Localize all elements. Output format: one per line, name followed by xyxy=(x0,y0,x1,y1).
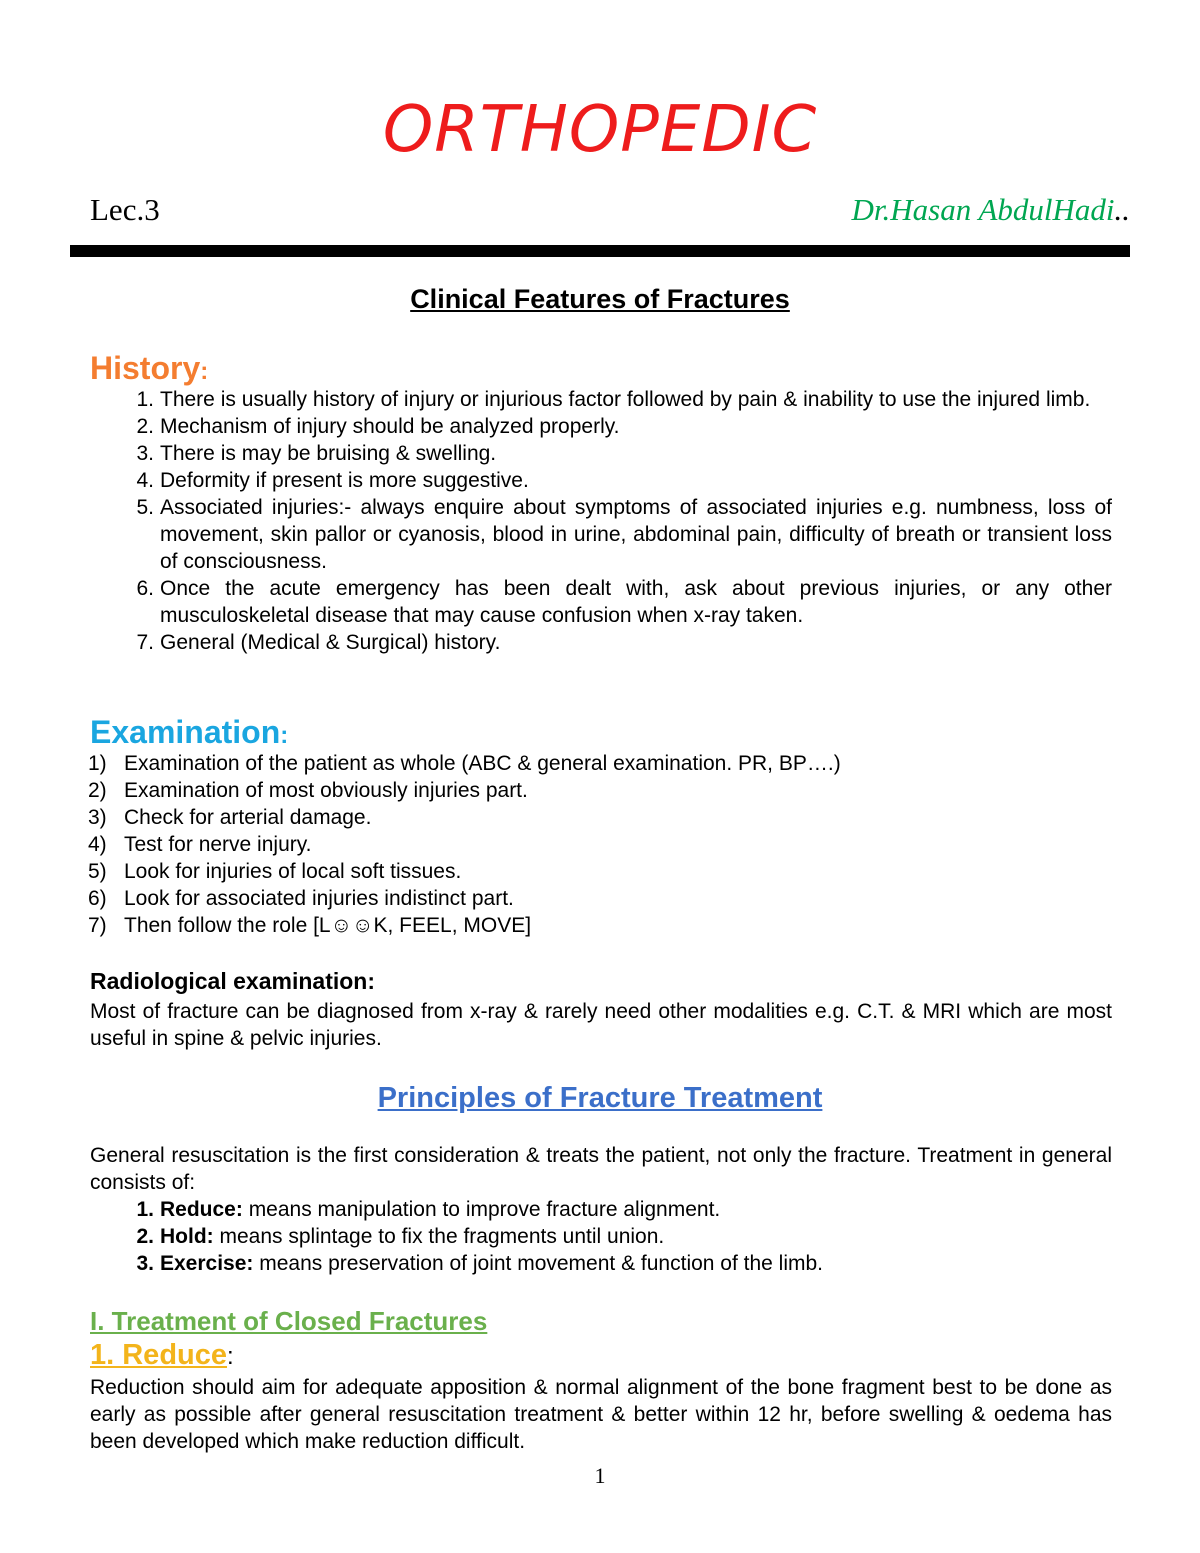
list-item xyxy=(136,629,1112,656)
radiological-text: Most of fracture can be diagnosed from x-ray & rarely need other modalities e.g. C.T. & MRI which are most useful in spine & pelvic injuries. xyxy=(90,1000,1112,1050)
list-item xyxy=(136,440,1112,467)
list-text: There is usually history of injury or injurious factor followed by pain & inability to use the injured limb. xyxy=(160,388,1091,411)
list-item xyxy=(88,750,1114,777)
page-number: 1 xyxy=(594,1463,606,1488)
list-number: 3) xyxy=(88,806,107,829)
reduce-text: Reduction should aim for adequate apposition & normal alignment of the bone fragment best to be done as early as possible after general resuscitation treatment & better within 12 hr, before swelling & oedema has been developed which make reduction difficult. xyxy=(90,1376,1112,1453)
history-list xyxy=(136,386,1112,656)
principles-intro: General resuscitation is the first consideration & treats the patient, not only the fracture. Treatment in general consists of: xyxy=(90,1144,1112,1194)
list-item xyxy=(88,885,1114,912)
list-number: 1. xyxy=(136,388,154,411)
list-item xyxy=(88,777,1114,804)
list-text: Examination of the patient as whole (ABC & general examination. PR, BP….) xyxy=(124,752,841,775)
list-number: 2. xyxy=(136,1225,154,1248)
closed-fractures-heading: I. Treatment of Closed Fractures xyxy=(90,1306,488,1336)
list-text: Then follow the role [L☺☺K, FEEL, MOVE] xyxy=(124,914,532,937)
list-number: 1. xyxy=(136,1198,154,1221)
examination-heading xyxy=(90,713,288,755)
list-number: 3. xyxy=(136,442,154,465)
document-title: Clinical Features of Fractures xyxy=(410,284,790,314)
list-number: 4) xyxy=(88,833,107,856)
reduce-heading xyxy=(90,1338,234,1374)
list-text: Mechanism of injury should be analyzed properly. xyxy=(160,415,620,438)
history-heading-text: History xyxy=(90,350,201,386)
list-text: Examination of most obviously injuries part. xyxy=(124,779,528,802)
list-text: General (Medical & Surgical) history. xyxy=(160,631,501,654)
list-number: 4. xyxy=(136,469,154,492)
list-item xyxy=(136,494,1112,575)
list-number: 7. xyxy=(136,631,154,654)
principles-heading: Principles of Fracture Treatment xyxy=(377,1082,823,1114)
list-number: 6) xyxy=(88,887,107,910)
list-item xyxy=(136,575,1112,629)
list-item xyxy=(88,831,1114,858)
history-heading-colon: : xyxy=(200,358,209,385)
step-term: Exercise: xyxy=(160,1252,254,1275)
step-text: means manipulation to improve fracture alignment. xyxy=(242,1198,721,1221)
step-term: Reduce: xyxy=(160,1198,243,1221)
list-item xyxy=(136,1196,1112,1223)
list-item xyxy=(88,858,1114,885)
reduce-heading-text: 1. Reduce xyxy=(90,1339,227,1371)
list-item xyxy=(136,1250,1112,1277)
examination-list xyxy=(88,750,1114,939)
list-number: 6. xyxy=(136,577,154,600)
list-text: Check for arterial damage. xyxy=(124,806,372,829)
list-item xyxy=(136,413,1112,440)
treatment-steps-list xyxy=(136,1196,1112,1277)
list-text: Test for nerve injury. xyxy=(124,833,312,856)
list-item xyxy=(88,912,1114,939)
list-text: Once the acute emergency has been dealt with, ask about previous injuries, or any other musculoskeletal disease that may cause confusion when x-ray taken. xyxy=(160,577,1112,627)
list-number: 5) xyxy=(88,860,107,883)
list-text: Deformity if present is more suggestive. xyxy=(160,469,529,492)
author-suffix: .. xyxy=(1114,192,1130,227)
list-number: 2) xyxy=(88,779,107,802)
list-text: Associated injuries:- always enquire about symptoms of associated injuries e.g. numbness, loss of movement, skin pallor or cyanosis, blood in urine, abdominal pain, difficulty of breath or transient loss of consciousness. xyxy=(160,496,1112,573)
author-text: Dr.Hasan AbdulHadi xyxy=(851,192,1115,227)
examination-heading-text: Examination xyxy=(90,714,281,750)
main-title: ORTHOPEDIC xyxy=(382,93,818,167)
examination-heading-colon: : xyxy=(280,722,289,749)
list-number: 3. xyxy=(136,1252,154,1275)
list-item xyxy=(136,386,1112,413)
step-text: means preservation of joint movement & function of the limb. xyxy=(253,1252,824,1275)
list-text: Look for associated injuries indistinct part. xyxy=(124,887,514,910)
step-text: means splintage to fix the fragments until union. xyxy=(213,1225,665,1248)
radiological-heading: Radiological examination: xyxy=(90,968,375,994)
list-number: 5. xyxy=(136,496,154,519)
list-number: 2. xyxy=(136,415,154,438)
header-divider xyxy=(70,245,1130,257)
list-item xyxy=(88,804,1114,831)
author-name xyxy=(852,192,1130,228)
list-item xyxy=(136,1223,1112,1250)
list-number: 7) xyxy=(88,914,107,937)
list-number: 1) xyxy=(88,752,107,775)
reduce-heading-colon: : xyxy=(227,1343,234,1370)
list-text: Look for injuries of local soft tissues. xyxy=(124,860,462,883)
lecture-number: Lec.3 xyxy=(90,192,160,227)
step-term: Hold: xyxy=(160,1225,214,1248)
list-text: There is may be bruising & swelling. xyxy=(160,442,497,465)
history-heading xyxy=(90,349,208,391)
list-item xyxy=(136,467,1112,494)
